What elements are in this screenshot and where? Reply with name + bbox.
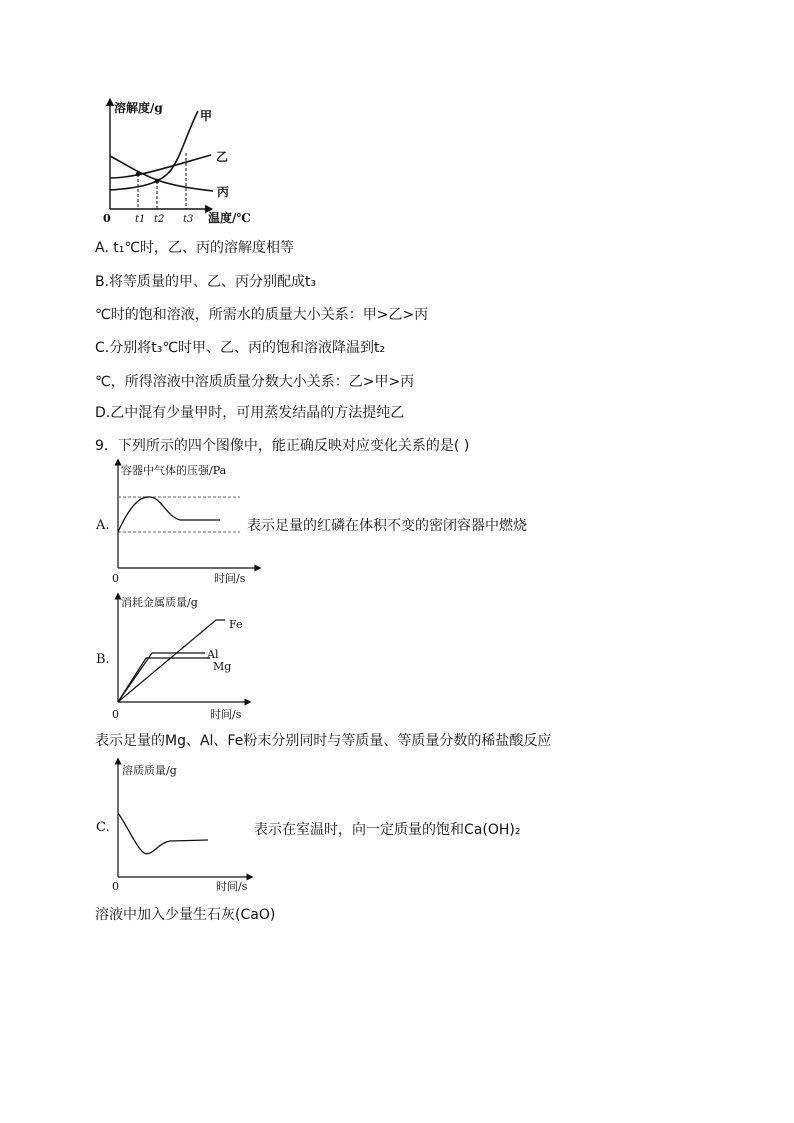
y-axis-label: 溶质质量/g <box>122 764 177 777</box>
q9-option-a-letter: A. <box>96 518 110 533</box>
x-axis-label: 时间/s <box>214 572 246 585</box>
q9-option-c-desc: 表示在室温时，向一定质量的饱和Ca(OH)₂ <box>254 822 521 838</box>
option-b-line1: B.将等质量的甲、乙、丙分别配成t₃ <box>95 274 317 290</box>
series-mg <box>118 658 210 702</box>
y-axis-label: 溶解度/g <box>114 101 163 115</box>
metal-mass-chart <box>108 592 268 722</box>
tick-t1: t1 <box>135 214 146 225</box>
curve-label-yi: 乙 <box>216 150 229 164</box>
series-fe <box>118 620 225 702</box>
origin-label: 0 <box>112 880 119 893</box>
question-9-stem: 9．下列所示的四个图像中，能正确反映对应变化关系的是( ) <box>95 438 470 454</box>
origin-label: 0 <box>112 708 119 721</box>
option-b-line2: ℃时的饱和溶液，所需水的质量大小关系：甲>乙>丙 <box>95 307 429 323</box>
solute-mass-chart <box>108 757 268 897</box>
y-axis-label: 消耗金属质量/g <box>121 596 198 609</box>
x-axis-label: 时间/s <box>216 880 248 893</box>
series-al <box>118 653 205 702</box>
curve-yi <box>110 155 211 178</box>
series-label-fe: Fe <box>229 618 243 631</box>
series-label-mg: Mg <box>213 660 232 673</box>
option-c-line1: C.分别将t₃℃时甲、乙、丙的饱和溶液降温到t₂ <box>95 340 386 356</box>
tick-t2: t2 <box>154 214 165 225</box>
q9-option-c-letter: C. <box>96 820 110 835</box>
origin-label: 0 <box>112 572 119 585</box>
option-d: D.乙中混有少量甲时，可用蒸发结晶的方法提纯乙 <box>95 405 405 421</box>
y-axis-label: 容器中气体的压强/Pa <box>121 464 227 477</box>
option-c-line2: ℃，所得溶液中溶质质量分数大小关系：乙>甲>丙 <box>95 374 415 390</box>
solute-curve <box>118 813 208 854</box>
curve-label-jia: 甲 <box>200 109 213 123</box>
x-axis-label: 时间/s <box>210 708 242 721</box>
solubility-chart <box>95 98 265 228</box>
q9-option-a-desc: 表示足量的红磷在体积不变的密闭容器中燃烧 <box>247 518 527 534</box>
curve-label-bing: 丙 <box>217 185 230 199</box>
tick-t3: t3 <box>183 214 194 225</box>
option-a: A. t₁℃时，乙、丙的溶解度相等 <box>95 240 295 256</box>
x-axis-label: 温度/℃ <box>208 211 251 225</box>
q9-option-b-desc: 表示足量的Mg、Al、Fe粉末分别同时与等质量、等质量分数的稀盐酸反应 <box>95 733 552 749</box>
series-label-al: Al <box>207 648 219 661</box>
pressure-curve <box>118 497 220 532</box>
curve-bing <box>110 156 213 191</box>
origin-label: 0 <box>103 212 111 225</box>
q9-option-c-desc-continued: 溶液中加入少量生石灰(CaO) <box>95 907 276 923</box>
pressure-chart <box>108 458 268 588</box>
q9-option-b-letter: B. <box>96 652 110 667</box>
